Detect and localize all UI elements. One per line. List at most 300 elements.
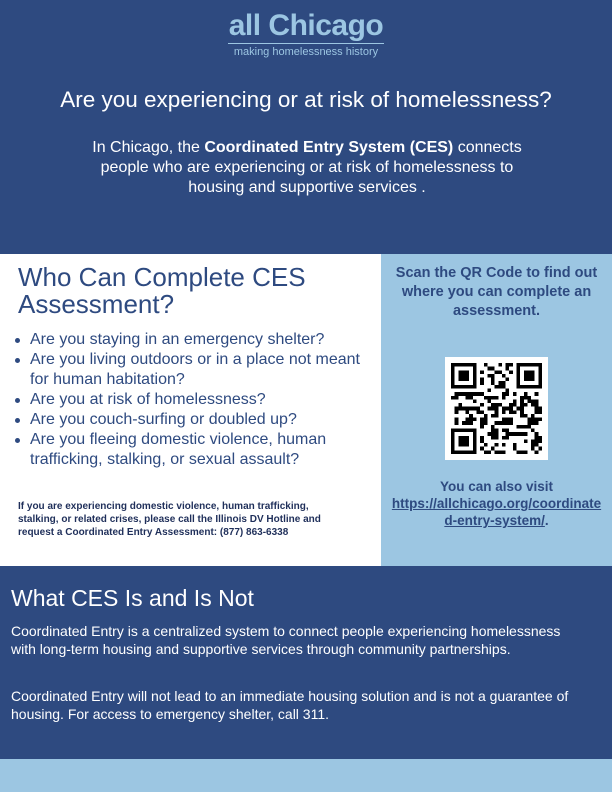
qr-module: [535, 392, 539, 396]
qr-module: [491, 367, 495, 371]
qr-module: [524, 403, 528, 407]
qr-module: [517, 363, 521, 367]
all-chicago-logo: [0, 10, 612, 58]
qr-module: [538, 447, 542, 451]
qr-module: [495, 421, 499, 425]
qr-module: [458, 443, 462, 447]
intro-paragraph: [92, 138, 522, 198]
qr-module: [513, 443, 517, 447]
qr-module: [517, 450, 521, 454]
qr-module: [455, 418, 459, 422]
qr-module: [506, 367, 510, 371]
qr-module: [506, 421, 510, 425]
qr-module: [520, 385, 524, 389]
qr-module: [491, 396, 495, 400]
qr-module: [524, 439, 528, 443]
qr-module: [495, 396, 499, 400]
qr-module: [469, 392, 473, 396]
qr-module: [498, 363, 502, 367]
qr-module: [524, 370, 528, 374]
qr-module: [535, 399, 539, 403]
qr-module: [462, 392, 466, 396]
qr-module: [491, 436, 495, 440]
qr-module: [502, 396, 506, 400]
who-section: [0, 254, 381, 566]
qr-module: [495, 370, 499, 374]
header-section: [0, 0, 612, 254]
list-item: [12, 410, 377, 430]
qr-module: [495, 429, 499, 433]
dv-hotline-note: If you are experiencing domestic violence, human trafficking, stalking, or related crises, please call the Illinois DV Hotline and request a Coordinated Entry Assessment: (877) 863-6338: [18, 501, 321, 538]
what-paragraph-2: Coordinated Entry will not lead to an immediate housing solution and is not a guarantee of housing. For access to emergency shelter, call 311.: [11, 688, 569, 722]
qr-module: [520, 396, 524, 400]
qr-module: [476, 392, 480, 396]
qr-module: [469, 429, 473, 433]
qr-module: [491, 447, 495, 451]
qr-module: [527, 418, 531, 422]
qr-module: [491, 407, 495, 411]
qr-module: [527, 385, 531, 389]
qr-module: [506, 388, 510, 392]
qr-module: [513, 410, 517, 414]
qr-module: [480, 381, 484, 385]
qr-module: [476, 410, 480, 414]
qr-module: [527, 378, 531, 382]
qr-module: [524, 450, 528, 454]
qr-module: [480, 421, 484, 425]
qr-module: [524, 385, 528, 389]
qr-module: [502, 392, 506, 396]
qr-module: [495, 436, 499, 440]
qr-module: [502, 374, 506, 378]
visit-text: [389, 478, 604, 529]
qr-module: [484, 363, 488, 367]
qr-module: [451, 447, 455, 451]
qr-module: [455, 410, 459, 414]
qr-module: [480, 425, 484, 429]
qr-module: [531, 403, 535, 407]
qr-module: [502, 450, 506, 454]
qr-module: [506, 392, 510, 396]
qr-module: [469, 363, 473, 367]
qr-module: [455, 429, 459, 433]
qr-module: [487, 367, 491, 371]
qr-module: [509, 410, 513, 414]
qr-module: [520, 414, 524, 418]
qr-module: [524, 425, 528, 429]
qr-module: [491, 425, 495, 429]
list-item: [12, 430, 377, 470]
qr-module: [524, 432, 528, 436]
qr-module: [491, 432, 495, 436]
qr-module: [513, 403, 517, 407]
qr-module: [491, 378, 495, 382]
qr-module: [520, 410, 524, 414]
qr-module: [473, 450, 477, 454]
qr-module: [484, 421, 488, 425]
qr-module: [513, 392, 517, 396]
qr-module: [495, 410, 499, 414]
qr-module: [469, 414, 473, 418]
page-headline: Are you experiencing or at risk of homelessness?: [60, 87, 552, 112]
qr-module: [509, 370, 513, 374]
qr-module: [473, 374, 477, 378]
qr-module: [538, 374, 542, 378]
qr-module: [487, 432, 491, 436]
qr-module: [517, 378, 521, 382]
qr-module: [531, 385, 535, 389]
qr-module: [473, 399, 477, 403]
qr-module: [531, 421, 535, 425]
qr-module: [538, 363, 542, 367]
what-section: [0, 566, 612, 759]
qr-module: [531, 378, 535, 382]
qr-module: [517, 370, 521, 374]
qr-module: [502, 429, 506, 433]
qr-module: [480, 370, 484, 374]
qr-module: [531, 447, 535, 451]
qr-module: [466, 410, 470, 414]
qr-module: [535, 432, 539, 436]
qr-module: [462, 385, 466, 389]
qr-module: [491, 381, 495, 385]
logo-tagline: making homelessness history: [233, 46, 379, 58]
ces-website-link[interactable]: https://allchicago.org/coordinated-entry-system/: [391, 496, 602, 528]
qr-module: [451, 374, 455, 378]
qr-module: [462, 421, 466, 425]
qr-module: [498, 421, 502, 425]
qr-module: [517, 367, 521, 371]
qr-module: [469, 421, 473, 425]
qr-module: [458, 374, 462, 378]
qr-module: [466, 396, 470, 400]
qr-module: [498, 450, 502, 454]
qr-module: [531, 439, 535, 443]
qr-module: [502, 418, 506, 422]
list-item: [12, 330, 377, 350]
qr-module: [491, 374, 495, 378]
qr-module: [527, 370, 531, 374]
what-paragraph-1: Coordinated Entry is a centralized system to connect people experiencing homelessness with long-term housing and supportive services through community partnerships.: [11, 623, 561, 657]
qr-module: [469, 407, 473, 411]
qr-module: [498, 370, 502, 374]
qr-module: [531, 374, 535, 378]
qr-module: [458, 403, 462, 407]
qr-module: [466, 418, 470, 422]
qr-module: [455, 450, 459, 454]
qr-module: [462, 443, 466, 447]
qr-module: [487, 388, 491, 392]
qr-module: [458, 407, 462, 411]
bullet-icon: [15, 358, 20, 363]
qr-module: [506, 363, 510, 367]
qr-module: [466, 370, 470, 374]
qr-module: [535, 443, 539, 447]
intro-suffix: connects people who are experiencing or at risk of homelessness to housing and supportive services .: [100, 139, 522, 196]
qr-module: [524, 392, 528, 396]
qr-module: [531, 399, 535, 403]
qr-module: [517, 374, 521, 378]
qr-module: [487, 374, 491, 378]
qr-module: [466, 363, 470, 367]
qr-module: [458, 392, 462, 396]
qr-module: [466, 439, 470, 443]
qr-module: [535, 403, 539, 407]
qr-module: [535, 385, 539, 389]
qr-module: [517, 407, 521, 411]
qr-module: [509, 363, 513, 367]
qr-module: [535, 407, 539, 411]
qr-module: [462, 450, 466, 454]
question-text: Are you living outdoors or in a place not meant for human habitation?: [30, 351, 360, 388]
qr-module: [451, 367, 455, 371]
qr-module: [480, 378, 484, 382]
logo-wordmark: all Chicago: [228, 9, 384, 42]
qr-module: [524, 378, 528, 382]
qr-module: [458, 429, 462, 433]
qr-module: [455, 363, 459, 367]
qr-module: [484, 414, 488, 418]
qr-module: [469, 385, 473, 389]
qr-module: [520, 450, 524, 454]
qr-module: [462, 407, 466, 411]
qr-module: [466, 385, 470, 389]
qr-module: [538, 407, 542, 411]
qr-module: [531, 370, 535, 374]
qr-module: [520, 407, 524, 411]
qr-module: [480, 439, 484, 443]
qr-module: [473, 418, 477, 422]
qr-module: [502, 381, 506, 385]
qr-module: [527, 363, 531, 367]
qr-module: [455, 421, 459, 425]
qr-module: [509, 403, 513, 407]
qr-module: [469, 418, 473, 422]
qr-module: [520, 399, 524, 403]
qr-module: [466, 443, 470, 447]
qr-module: [451, 432, 455, 436]
qr-module: [535, 363, 539, 367]
qr-module: [506, 407, 510, 411]
footer-band: [0, 759, 612, 792]
qr-module: [455, 385, 459, 389]
qr-module: [458, 439, 462, 443]
qr-module: [451, 385, 455, 389]
qr-module: [466, 407, 470, 411]
qr-module: [466, 374, 470, 378]
qr-module: [462, 439, 466, 443]
qr-module: [458, 450, 462, 454]
qr-module: [451, 450, 455, 454]
qr-module: [469, 450, 473, 454]
qr-module: [484, 418, 488, 422]
qr-module: [487, 399, 491, 403]
scan-section: [381, 254, 612, 566]
qr-module: [480, 392, 484, 396]
qr-module: [451, 370, 455, 374]
qr-module: [473, 378, 477, 382]
qr-module: [462, 370, 466, 374]
qr-module: [480, 410, 484, 414]
who-title: Who Can Complete CES Assessment?: [18, 262, 306, 319]
qr-module: [462, 374, 466, 378]
qr-module: [473, 429, 477, 433]
qr-module: [502, 385, 506, 389]
qr-module: [509, 418, 513, 422]
question-text: Are you couch-surfing or doubled up?: [30, 411, 297, 428]
qr-module: [520, 363, 524, 367]
qr-module: [480, 403, 484, 407]
qr-module: [466, 392, 470, 396]
qr-module: [535, 450, 539, 454]
qr-module: [517, 425, 521, 429]
qr-module: [455, 396, 459, 400]
qr-module: [527, 374, 531, 378]
qr-code-graphic: [451, 363, 542, 454]
qr-module: [538, 436, 542, 440]
qr-module: [502, 436, 506, 440]
qr-module: [520, 425, 524, 429]
qr-module: [491, 429, 495, 433]
qr-module: [462, 429, 466, 433]
qr-module: [498, 385, 502, 389]
qr-module: [473, 367, 477, 371]
qr-module: [498, 403, 502, 407]
qr-module: [451, 429, 455, 433]
qr-module: [535, 410, 539, 414]
qr-module: [538, 367, 542, 371]
qr-module: [451, 378, 455, 382]
qr-module: [473, 407, 477, 411]
qr-module: [513, 447, 517, 451]
qr-module: [451, 396, 455, 400]
qr-module: [462, 363, 466, 367]
qr-module: [535, 436, 539, 440]
qr-module: [466, 429, 470, 433]
qr-module: [538, 381, 542, 385]
qr-module: [473, 370, 477, 374]
logo-divider: [228, 43, 384, 44]
visit-suffix: .: [544, 513, 549, 528]
qr-module: [451, 381, 455, 385]
qr-module: [495, 443, 499, 447]
qr-module: [458, 370, 462, 374]
qr-module: [484, 396, 488, 400]
qr-module: [473, 385, 477, 389]
qr-module: [498, 381, 502, 385]
qr-module: [506, 436, 510, 440]
qr-module: [506, 429, 510, 433]
qr-module: [506, 378, 510, 382]
qr-module: [531, 429, 535, 433]
visit-prefix: You can also visit: [439, 479, 554, 494]
qr-module: [531, 443, 535, 447]
qr-module: [502, 443, 506, 447]
qr-module: [538, 385, 542, 389]
qr-module: [531, 414, 535, 418]
qr-module: [458, 378, 462, 382]
qr-module: [502, 421, 506, 425]
qr-module: [517, 385, 521, 389]
qr-module: [473, 432, 477, 436]
qr-module: [509, 432, 513, 436]
qr-module: [506, 432, 510, 436]
qr-module: [524, 374, 528, 378]
qr-module: [458, 385, 462, 389]
list-item: [12, 350, 377, 390]
qr-module: [517, 381, 521, 385]
bullet-icon: [15, 338, 20, 343]
qr-module: [495, 432, 499, 436]
qr-module: [502, 410, 506, 414]
intro-ces-name: Coordinated Entry System (CES): [204, 139, 454, 156]
qr-module: [455, 392, 459, 396]
qr-module: [513, 432, 517, 436]
qr-module: [520, 403, 524, 407]
qr-module: [535, 421, 539, 425]
qr-module: [538, 370, 542, 374]
qr-module: [462, 378, 466, 382]
question-text: Are you fleeing domestic violence, human trafficking, stalking, or sexual assault?: [30, 431, 327, 468]
qr-module: [524, 363, 528, 367]
bullet-icon: [15, 398, 20, 403]
question-text: Are you staying in an emergency shelter?: [30, 331, 325, 348]
qr-module: [451, 363, 455, 367]
qr-module: [513, 399, 517, 403]
qr-module: [466, 436, 470, 440]
qr-module: [535, 439, 539, 443]
qr-module: [469, 396, 473, 400]
bullet-icon: [15, 418, 20, 423]
qr-module: [480, 436, 484, 440]
qr-module: [527, 425, 531, 429]
qr-module: [480, 418, 484, 422]
qr-module: [451, 436, 455, 440]
what-title: What CES Is and Is Not: [11, 585, 254, 611]
qr-module: [520, 432, 524, 436]
qr-module: [509, 407, 513, 411]
qr-module: [487, 407, 491, 411]
qr-module: [455, 407, 459, 411]
qr-module: [473, 436, 477, 440]
question-text: Are you at risk of homelessness?: [30, 391, 266, 408]
qr-module: [462, 436, 466, 440]
qr-module: [466, 421, 470, 425]
qr-module: [538, 410, 542, 414]
qr-module: [538, 439, 542, 443]
qr-module: [531, 363, 535, 367]
qr-module: [466, 450, 470, 454]
qr-module: [484, 443, 488, 447]
qr-module: [538, 378, 542, 382]
qr-module: [466, 378, 470, 382]
intro-prefix: In Chicago, the: [92, 139, 205, 156]
qr-module: [487, 396, 491, 400]
qr-module: [527, 399, 531, 403]
list-item: [12, 390, 377, 410]
qr-module: [527, 421, 531, 425]
qr-module: [484, 450, 488, 454]
qr-module: [458, 363, 462, 367]
qr-module: [473, 392, 477, 396]
qr-code-icon[interactable]: [445, 357, 548, 460]
qr-module: [473, 381, 477, 385]
qr-module: [531, 418, 535, 422]
qr-module: [473, 363, 477, 367]
qr-module: [495, 403, 499, 407]
qr-module: [524, 414, 528, 418]
qr-module: [451, 439, 455, 443]
